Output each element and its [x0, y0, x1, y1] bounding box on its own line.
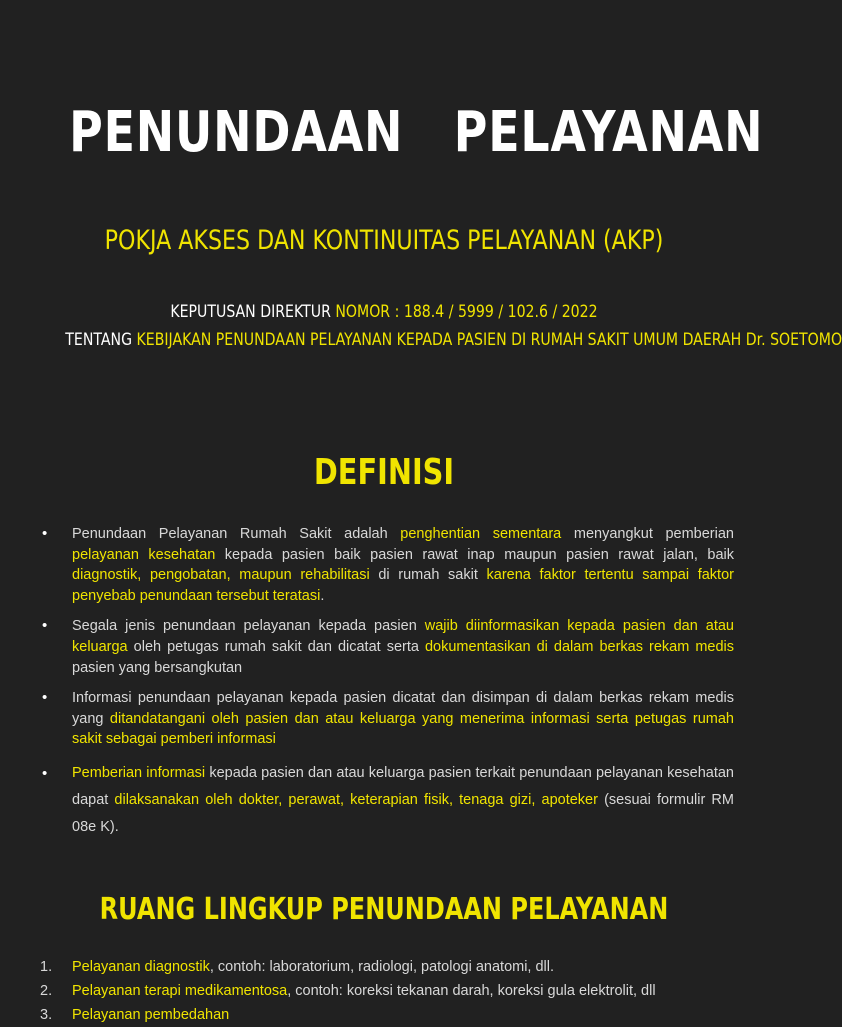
ruang-lingkup-heading: RUANG LINGKUP PENUNDAAN PELAYANAN — [99, 892, 669, 927]
decree-subject: KEBIJAKAN PENUNDAAN PELAYANAN KEPADA PASIEN DI RUMAH SAKIT UMUM DAERAH Dr. SOETOMO — [136, 330, 842, 350]
body-text: Penundaan Pelayanan Rumah Sakit adalah — [72, 526, 401, 542]
item-text: , contoh: laboratorium, radiologi, patologi anatomi, dll. — [209, 959, 555, 975]
body-text: pasien yang bersangkutan — [72, 659, 243, 676]
item-number: 1. — [40, 959, 53, 975]
item-number: 2. — [40, 983, 53, 999]
decree-subject-line — [65, 330, 842, 350]
highlighted-text: dilaksanakan oleh dokter, perawat, keterapian fisik, tenaga gizi, apoteker — [114, 791, 598, 808]
body-text: menyangkut pemberian — [561, 526, 734, 542]
highlighted-text: Pemberian informasi — [72, 764, 206, 781]
ruang-lingkup-item — [40, 979, 734, 1003]
body-text: (sesuai formulir RM 08e K). — [72, 791, 734, 835]
body-text: Informasi penundaan pelayanan kepada pasien dicatat dan disimpan di dalam berkas rekam medis yang — [72, 690, 734, 727]
decree-subject-prefix: TENTANG — [65, 330, 137, 350]
definisi-item — [40, 524, 734, 606]
highlighted-text: dokumentasikan di dalam berkas rekam medis — [424, 638, 735, 655]
definisi-item — [40, 616, 734, 678]
item-highlight: Pelayanan pembedahan — [72, 1007, 230, 1023]
item-highlight: Pelayanan diagnostik — [72, 959, 210, 975]
highlighted-text: karena faktor tertentu sampai faktor penyebab penundaan tersebut teratasi — [72, 567, 734, 604]
body-text: Segala jenis penundaan pelayanan kepada pasien — [72, 618, 425, 635]
item-text: , contoh: koreksi tekanan darah, koreksi gula elektrolit, dll — [287, 983, 656, 999]
body-text: oleh petugas rumah sakit dan dicatat serta — [127, 638, 425, 655]
body-text: kepada pasien baik pasien rawat inap maupun pasien rawat jalan, baik — [215, 546, 734, 563]
ruang-lingkup-item — [40, 955, 734, 979]
body-text: kepada pasien dan atau keluarga pasien terkait penundaan pelayanan kesehatan dapat — [72, 764, 734, 808]
decree-number: NOMOR : 188.4 / 5999 / 102.6 / 2022 — [335, 302, 598, 322]
item-highlight: Pelayanan terapi medikamentosa — [72, 983, 288, 999]
body-text: di rumah sakit — [369, 567, 487, 584]
item-number: 3. — [40, 1007, 53, 1023]
highlighted-text: penghentian sementara — [400, 526, 562, 542]
highlighted-text: wajib diinformasikan kepada pasien dan atau keluarga — [72, 618, 734, 655]
highlighted-text: ditandatangani oleh pasien dan atau keluarga yang menerima informasi serta petugas rumah sakit sebagai pemberi informasi — [72, 710, 734, 748]
ruang-lingkup-list — [40, 955, 734, 1027]
subtitle: POKJA AKSES DAN KONTINUITAS PELAYANAN (AKP) — [104, 225, 664, 256]
definisi-list — [40, 524, 734, 851]
definisi-item — [40, 760, 734, 841]
ruang-lingkup-item — [40, 1003, 734, 1027]
body-text: . — [320, 587, 325, 604]
definisi-heading: DEFINISI — [313, 452, 455, 493]
page-title: PENUNDAAN PELAYANAN — [69, 100, 764, 165]
highlighted-text: pelayanan kesehatan — [72, 546, 216, 563]
highlighted-text: diagnostik, pengobatan, maupun rehabilitasi — [72, 567, 370, 584]
decree-number-line — [65, 302, 702, 322]
definisi-item — [40, 688, 734, 750]
decree-prefix: KEPUTUSAN DIREKTUR — [170, 302, 336, 322]
